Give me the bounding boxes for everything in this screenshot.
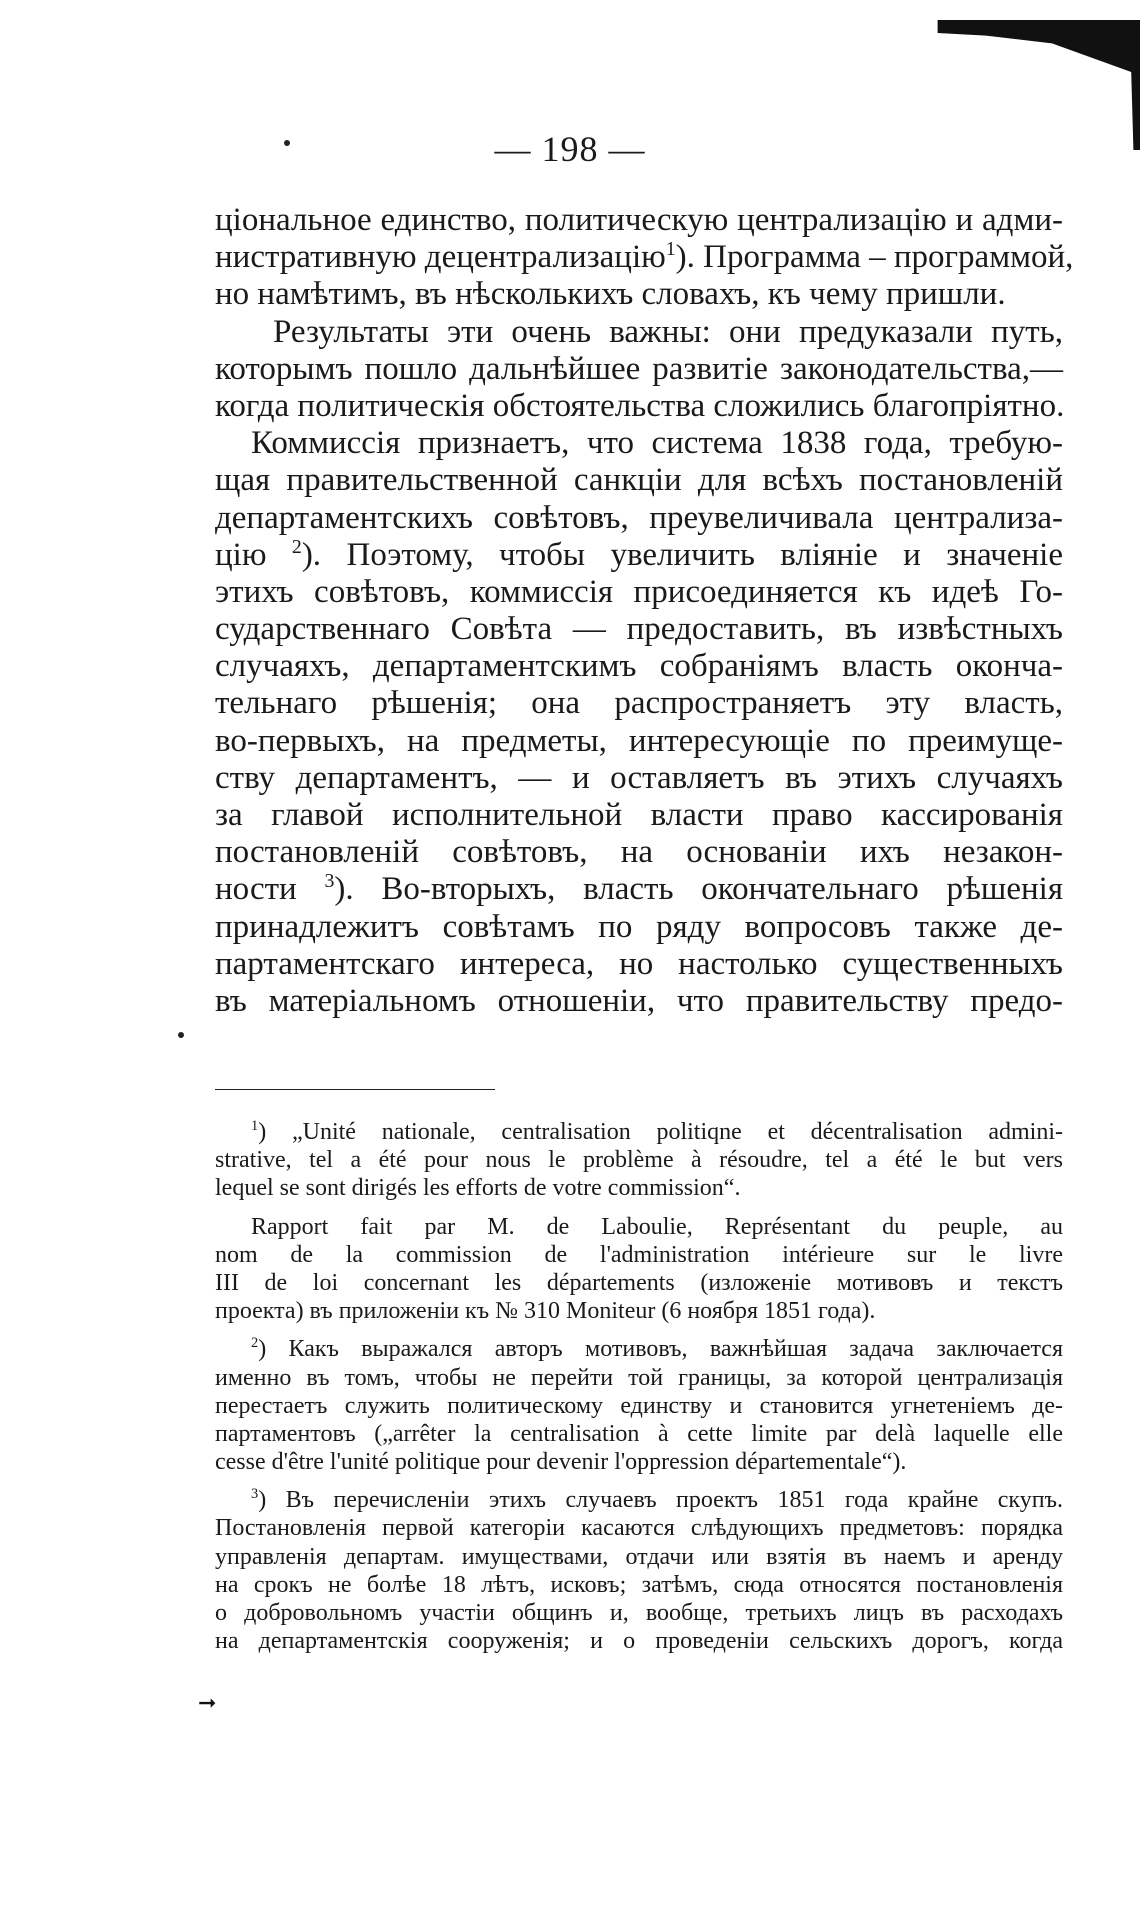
footnote-line: $^1$) „Unité nationale, centralisation politiqne et décentralisation admini- — [251, 1118, 1063, 1145]
footnote-ref: 3 — [324, 870, 335, 893]
footnote-line: nom de la commission de l'administration intérieure sur le livre — [215, 1241, 1063, 1268]
footnote-line: $^3$) Въ перечисленіи этихъ случаевъ проектъ 1851 года крайне скупъ. — [251, 1486, 1063, 1514]
footnote-number: 2 — [251, 1335, 259, 1352]
footnote-line: о добровольномъ участіи общинъ и, вообще, третьихъ лицъ въ расходахъ — [215, 1600, 1063, 1626]
footnote-ref: 1 — [665, 238, 676, 261]
text-line: тельнаго рѣшенія; она распространяетъ эту власть, — [215, 685, 1063, 722]
text-line: Результаты эти очень важны: они предуказали путь, — [273, 313, 1063, 350]
text-line: сударственнаго Совѣта — предоставить, въ извѣстныхъ — [215, 611, 1063, 648]
text-line: щая правительственной санкціи для всѣхъ постановленій — [215, 462, 1063, 499]
footnotes — [215, 1118, 1063, 1655]
text-line: ціональное единство, политическую централизацію и адми- — [215, 202, 1063, 238]
text-line: Коммиссія признаетъ, что система 1838 года, требую- — [251, 425, 1063, 462]
page-number: — 198 — — [494, 129, 646, 169]
footnote-line: проекта) въ приложеніи къ № 310 Moniteur (6 ноября 1851 года). — [215, 1298, 876, 1325]
footnote-line: перестаетъ служить политическому единству и становится угнетеніемъ де- — [215, 1392, 1063, 1419]
text-line: случаяхъ, департаментскимъ собраніямъ власть оконча- — [215, 648, 1063, 685]
text-line: принадлежитъ совѣтамъ по ряду вопросовъ также де- — [215, 908, 1063, 945]
footnote-line: на срокъ не болѣе 18 лѣтъ, исковъ; затѣмъ, сюда относятся постановленія — [215, 1571, 1063, 1598]
footnote-number: 3 — [251, 1486, 259, 1503]
text-line: ству департаментъ, — и оставляетъ въ этихъ случаяхъ — [215, 759, 1063, 796]
text-line: которымъ пошло дальнѣйшее развитіе законодательства,— — [215, 350, 1063, 387]
footnote-ref: 2 — [291, 535, 302, 558]
text-line: во-первыхъ, на предметы, интересующіе по преимуще- — [215, 722, 1063, 759]
text-line: этихъ совѣтовъ, коммиссія присоединяется къ идеѣ Го- — [215, 573, 1063, 610]
footnote-line: strative, tel a été pour nous le problème à résoudre, tel a été le but vers — [215, 1147, 1063, 1174]
text-line: когда политическія обстоятельства сложились благопріятно. — [215, 387, 1065, 424]
footnote-line: lequel se sont dirigés les efforts de votre commission“. — [215, 1175, 741, 1202]
footnote-line: cesse d'être l'unité politique pour devenir l'oppression départementale“). — [215, 1449, 907, 1476]
text-line: постановленій совѣтовъ, на основаніи ихъ незакон- — [215, 834, 1063, 871]
margin-dot — [178, 1032, 184, 1038]
footnote-line: $^2$) Какъ выражался авторъ мотивовъ, важнѣйшая задача заключается — [251, 1335, 1063, 1363]
footnote-line: Постановленія первой категоріи касаются слѣдующихъ предметовъ: порядка — [215, 1515, 1063, 1542]
footnote-number: 1 — [251, 1118, 259, 1134]
text-line: но намѣтимъ, въ нѣсколькихъ словахъ, къ чему пришли. — [215, 276, 1006, 313]
text-line: цію $^2$). Поэтому, чтобы увеличить вліяніе и значеніе — [215, 535, 1063, 573]
text-line: за главой исполнительной власти право кассированія — [215, 797, 1063, 833]
text-line: партаментскаго интереса, но настолько существенныхъ — [215, 945, 1063, 982]
main-text — [215, 202, 1074, 1020]
margin-arrow-mark: ➞ — [198, 1690, 217, 1715]
text-line: ности $^3$). Во-вторыхъ, власть окончательнаго рѣшенія — [215, 870, 1064, 908]
text-line: въ матеріальномъ отношеніи, что правительству предо- — [215, 982, 1063, 1019]
footnote-line: именно въ томъ, чтобы не перейти той границы, за которой централизація — [215, 1364, 1063, 1391]
footnote-line: управленія департам. имуществами, отдачи или взятія въ наемъ и аренду — [215, 1543, 1063, 1570]
footnote-line: Rapport fait par M. de Laboulie, Représentant du peuple, au — [251, 1213, 1063, 1240]
footnote-separator — [215, 1089, 495, 1090]
footnote-line: на департаментскія сооруженія; и о проведеніи сельскихъ дорогъ, когда — [215, 1628, 1063, 1655]
text-line: нистративную децентрализацію$^1$). Программа – программой, — [215, 238, 1074, 276]
text-line: департаментскихъ совѣтовъ, преувеличивала централиза- — [215, 499, 1063, 536]
footnote-line: партаментовъ („arrêter la centralisation à cette limite par delà laquelle elle — [215, 1420, 1063, 1447]
footnote-line: III de loi concernant les départements (изложеніе мотивовъ и текстъ — [215, 1269, 1063, 1296]
